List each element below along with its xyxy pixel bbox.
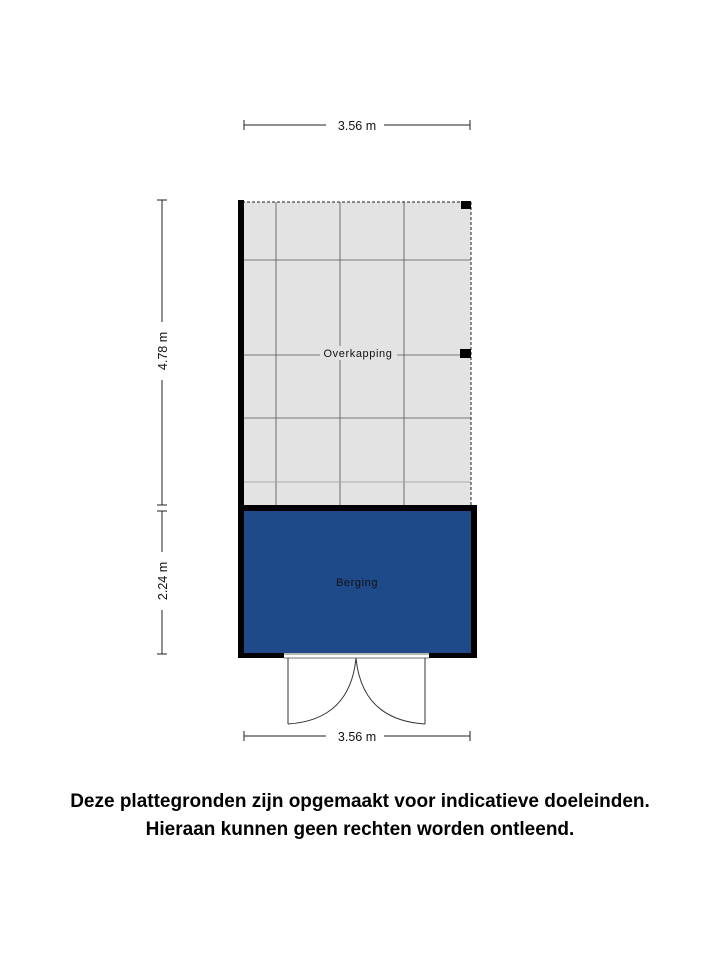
bottom-dimension-label: 3.56 m bbox=[337, 730, 377, 744]
overkapping-left-wall bbox=[238, 200, 244, 508]
room-label-overkapping: Overkapping bbox=[323, 348, 393, 360]
overkapping-area bbox=[238, 200, 471, 508]
double-door bbox=[284, 653, 429, 724]
post-middle-right bbox=[460, 349, 471, 358]
top-dimension bbox=[244, 119, 470, 133]
top-dimension-label: 3.56 m bbox=[337, 119, 377, 133]
bottom-dimension bbox=[244, 730, 470, 744]
post-top-right bbox=[461, 201, 471, 209]
disclaimer bbox=[0, 788, 720, 844]
disclaimer-line-2: Hieraan kunnen geen rechten worden ontleend. bbox=[145, 819, 575, 840]
room-label-berging: Berging bbox=[335, 577, 379, 589]
left-upper-dimension-label: 4.78 m bbox=[156, 331, 170, 371]
disclaimer-line-1: Deze plattegronden zijn opgemaakt voor indicatieve doeleinden. bbox=[70, 791, 650, 812]
left-lower-dimension bbox=[156, 511, 170, 654]
left-lower-dimension-label: 2.24 m bbox=[156, 561, 170, 601]
berging-room bbox=[238, 505, 477, 658]
left-upper-dimension bbox=[156, 200, 170, 505]
